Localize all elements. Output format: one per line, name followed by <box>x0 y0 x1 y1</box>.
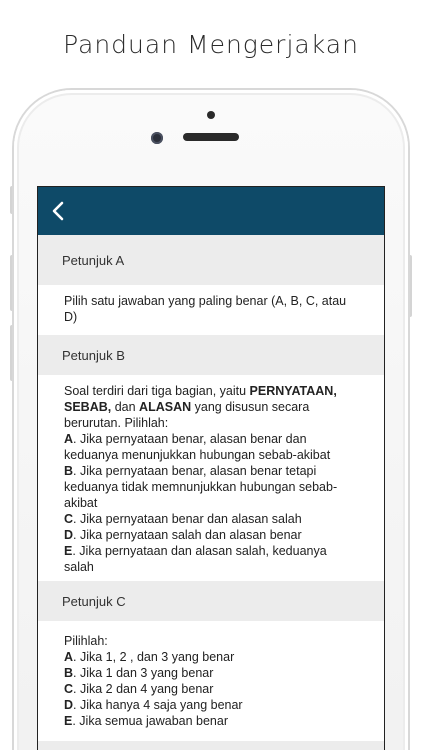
option-key: B <box>64 464 74 478</box>
proximity-sensor <box>207 111 215 119</box>
option-key: B <box>64 666 74 680</box>
front-camera <box>151 132 163 144</box>
option-item <box>64 431 358 463</box>
section-body-c <box>38 621 384 741</box>
section-header-c <box>38 581 384 621</box>
option-text: . Jika pernyataan benar dan alasan salah <box>73 512 302 526</box>
option-key: C <box>64 682 74 696</box>
option-item <box>64 543 358 575</box>
option-item <box>64 649 358 665</box>
option-text: . Jika pernyataan benar, alasan benar dan keduanya menunjukkan hubungan sebab-akibat <box>64 432 331 462</box>
section-title: Petunjuk B <box>62 347 125 363</box>
option-key: D <box>64 528 74 542</box>
option-key: E <box>64 714 73 728</box>
option-item <box>64 681 358 697</box>
option-key: E <box>64 544 73 558</box>
section-intro <box>64 383 358 431</box>
option-text: . Jika 1, 2 , dan 3 yang benar <box>73 650 235 664</box>
section-intro: Pilihlah: <box>64 634 108 648</box>
section-body-b <box>38 375 384 581</box>
option-item <box>64 463 358 511</box>
section-text: Pilih satu jawaban yang paling benar (A, B, C, atau D) <box>64 294 347 324</box>
chevron-left-icon <box>51 201 65 221</box>
page-caption: Panduan Mengerjakan <box>63 30 359 59</box>
option-item <box>64 713 358 729</box>
option-key: A <box>64 650 74 664</box>
option-text: . Jika 1 dan 3 yang benar <box>73 666 214 680</box>
earpiece-speaker <box>183 133 239 141</box>
option-text: . Jika pernyataan benar, alasan benar tetapi keduanya tidak memnunjukkan hubungan sebab-akibat <box>64 464 338 510</box>
back-button[interactable] <box>38 187 78 235</box>
intro-text: yang disusun secara berurutan. Pilihlah: <box>64 400 310 430</box>
option-text: . Jika pernyataan dan alasan salah, keduanya salah <box>64 544 327 574</box>
option-text: . Jika hanya 4 saja yang benar <box>73 698 243 712</box>
option-key: C <box>64 512 74 526</box>
intro-text: dan <box>111 400 140 414</box>
option-item <box>64 527 358 543</box>
section-title: Petunjuk C <box>62 593 126 609</box>
section-header-next <box>38 741 384 750</box>
section-title: Petunjuk A <box>62 252 125 268</box>
option-item <box>64 511 358 527</box>
keyword-text: PERNYATAAN, SEBAB, <box>64 384 337 414</box>
keyword-text: ALASAN <box>139 400 192 414</box>
option-text: . Jika 2 dan 4 yang benar <box>73 682 214 696</box>
option-text: . Jika pernyataan salah dan alasan benar <box>73 528 302 542</box>
section-header-b <box>38 335 384 375</box>
option-key: D <box>64 698 74 712</box>
option-item <box>64 665 358 681</box>
section-body-a <box>38 285 384 335</box>
section-header-a <box>38 235 384 285</box>
option-text: . Jika semua jawaban benar <box>72 714 228 728</box>
phone-power-button <box>408 255 412 317</box>
option-item <box>64 697 358 713</box>
app-bar <box>38 187 384 235</box>
option-key: A <box>64 432 74 446</box>
app-screen <box>38 187 384 750</box>
intro-text: Soal terdiri dari tiga bagian, yaitu <box>64 384 250 398</box>
